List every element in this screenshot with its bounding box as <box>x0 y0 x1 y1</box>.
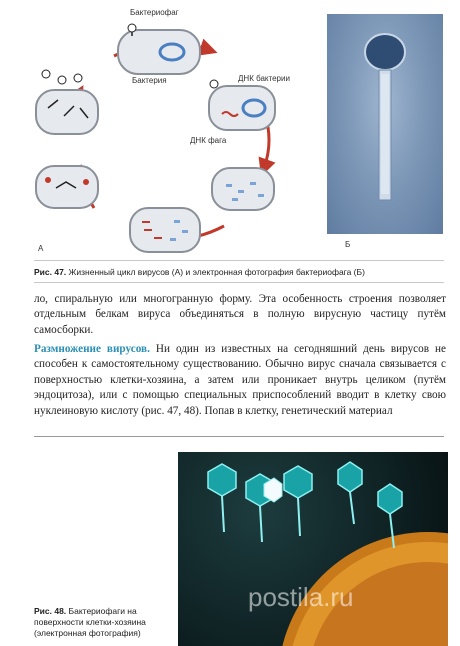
phage-photo-svg <box>327 14 443 234</box>
bacteriophage-em-photo <box>327 14 443 234</box>
caption-divider-top <box>34 260 444 261</box>
paragraph-reproduction <box>34 342 446 419</box>
figure-48-caption <box>34 606 174 639</box>
paragraph-self-assembly: ло, спиральную или многогранную форму. Эта особенность строения позволяет отдельным белкам вируса объединяться в полную вирусную частицу путём самосборки. <box>34 293 446 336</box>
label-bacteriophage: Бактериофаг <box>130 8 179 17</box>
phages-photo-svg <box>178 452 448 646</box>
cell-left-lower-icon <box>36 166 98 208</box>
cell-left-upper-icon <box>36 70 98 134</box>
label-panel-b: Б <box>345 240 351 249</box>
section-divider <box>34 436 444 437</box>
label-panel-a: А <box>38 244 44 253</box>
section-heading-reproduction: Размножение вирусов. <box>34 343 150 355</box>
figure-48-caption-text: Бактериофаги на поверхности клетки-хозяина (электронная фотография) <box>34 606 146 638</box>
label-phage-dna: ДНК фага <box>190 136 227 145</box>
bacteriophages-host-photo <box>178 452 448 646</box>
figure-47-number: Рис. 47. <box>34 267 67 277</box>
figure-47-caption-text: Жизненный цикл вирусов (А) и электронная фотография бактериофага (Б) <box>66 267 365 277</box>
caption-divider-bottom <box>34 282 444 283</box>
paragraph-reproduction-text: Ни один из известных на сегодняшний день вирусов не способен к самостоятельному существованию. Обычно вирус сначала связывается с поверхностью клетки-хозяина, а затем или проникает внутрь целиком (путём эндоцитоза), или с помощью специальных приспособлений вводит в клетку свою нуклеиновую кислоту (рис. 47, 48). Попав в клетку, генетический материал <box>34 343 446 417</box>
cell-right-upper-icon <box>209 80 275 130</box>
figure-48-number: Рис. 48. <box>34 606 67 616</box>
life-cycle-svg <box>34 8 322 258</box>
virus-life-cycle-diagram <box>34 8 322 258</box>
label-bacteria-dna: ДНК бактерии <box>238 74 290 83</box>
cell-bottom-icon <box>130 208 200 252</box>
label-bacterium: Бактерия <box>132 76 167 85</box>
cell-right-lower-icon <box>212 168 274 210</box>
cell-top-icon <box>118 24 200 74</box>
watermark: postila.ru <box>248 582 354 612</box>
figure-47-caption <box>34 267 444 277</box>
